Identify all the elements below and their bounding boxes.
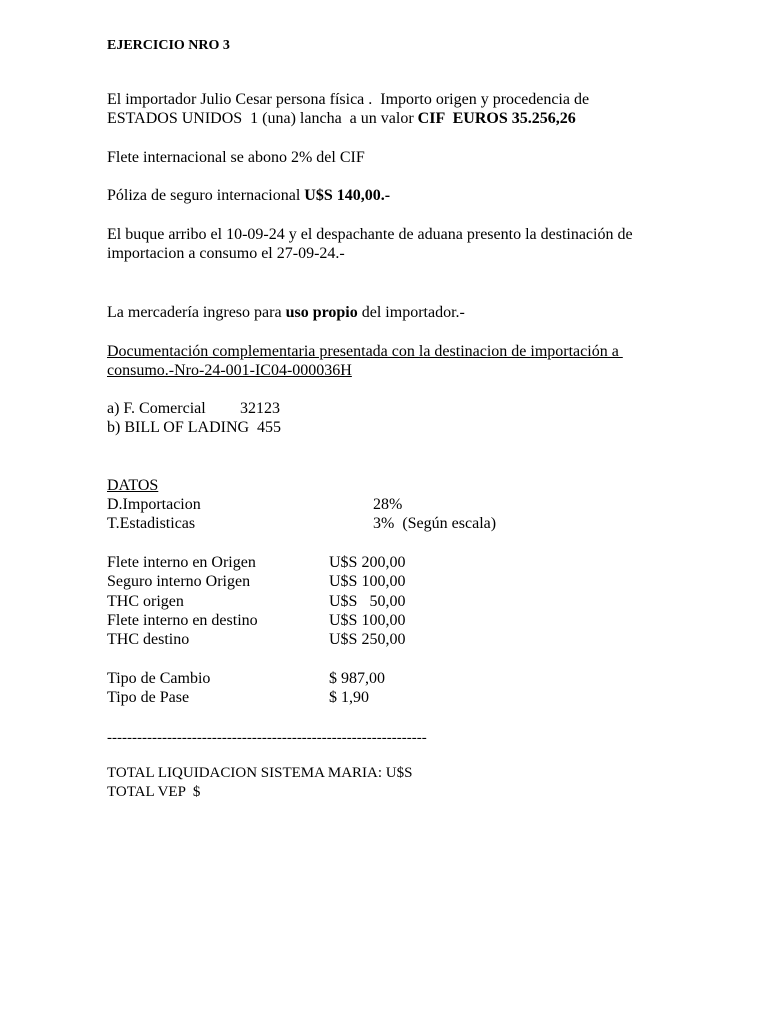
poliza-text: Póliza de seguro internacional [107,187,305,204]
flete-internacional: Flete internacional se abono 2% del CIF [107,149,365,166]
documentacion-line-1: Documentación complementaria presentada con la destinacion de importación a [107,343,623,360]
exchange-value: $ 987,00 [329,670,385,687]
rate-value: 3% (Según escala) [373,515,497,532]
doc-bill-of-lading: b) BILL OF LADING 455 [107,419,282,436]
uso-propio: uso propio [285,304,358,321]
exercise-title: EJERCICIO NRO 3 [107,38,230,53]
cost-value: U$S 50,00 [329,593,406,610]
cif-value: CIF EUROS 35.256,26 [417,110,576,127]
exchange-label: Tipo de Cambio [107,670,211,687]
rate-value: 28% [373,496,403,513]
cost-value: U$S 100,00 [329,573,406,590]
separator-line: ---------------------------------------------------------------- [107,730,427,746]
cost-value: U$S 200,00 [329,554,406,571]
cost-label: Seguro interno Origen [107,573,251,590]
rate-label: D.Importacion [107,496,201,513]
doc-factura-label: a) F. Comercial [107,400,206,417]
total-vep: TOTAL VEP $ [107,784,201,800]
documentacion-line-2: consumo.-Nro-24-001-IC04-000036H [107,362,352,379]
mercaderia-line [107,303,465,322]
mercaderia-text-a: La mercadería ingreso para [107,304,286,321]
cost-label: Flete interno en Origen [107,554,256,571]
cost-label: THC destino [107,631,190,648]
cost-label: Flete interno en destino [107,612,258,629]
cost-label: THC origen [107,593,184,610]
rate-label: T.Estadisticas [107,515,196,532]
cost-value: U$S 100,00 [329,612,406,629]
total-liquidacion: TOTAL LIQUIDACION SISTEMA MARIA: U$S [107,765,413,781]
intro-line-2-text: ESTADOS UNIDOS 1 (una) lancha a un valor [107,110,418,127]
doc-factura-value: 32123 [240,400,280,417]
intro-line-1: El importador Julio Cesar persona física . Importo origen y procedencia de [107,91,590,108]
buque-line-2: importacion a consumo el 27-09-24.- [107,245,345,262]
mercaderia-text-c: del importador.- [357,304,465,321]
cost-value: U$S 250,00 [329,631,406,648]
poliza-value: U$S 140,00.- [304,187,391,204]
exchange-label: Tipo de Pase [107,689,190,706]
intro-line-2 [107,109,576,128]
exchange-value: $ 1,90 [329,689,369,706]
poliza-line [107,186,390,205]
datos-heading: DATOS [107,477,159,494]
buque-line-1: El buque arribo el 10-09-24 y el despachante de aduana presento la destinación de [107,226,633,243]
